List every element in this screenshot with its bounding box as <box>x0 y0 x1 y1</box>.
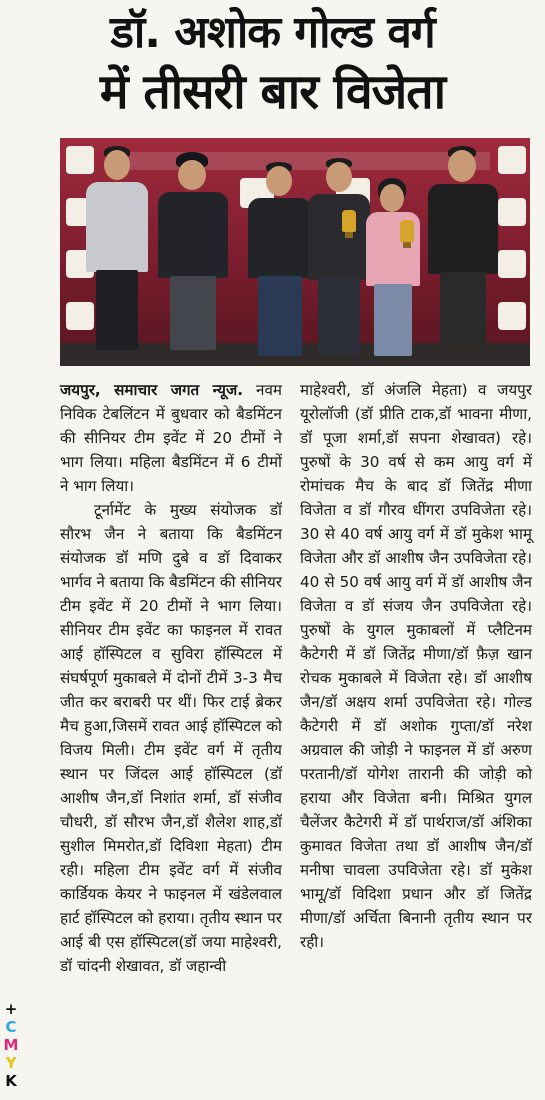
dateline: जयपुर, समाचार जगत न्यूज. <box>60 381 243 399</box>
registration-plus: + <box>4 1000 18 1018</box>
sponsor-logo-icon <box>498 302 526 330</box>
headline-line-1: डॉ. अशोक गोल्ड वर्ग <box>110 7 435 58</box>
article-column-left <box>60 378 282 978</box>
sponsor-logo-icon <box>66 302 94 330</box>
registration-yellow: Y <box>5 1054 17 1072</box>
article-paragraph: नवम निविक टेबलिंटन में बुधवार को बैडमिंटन की सीनियर टीम इवेंट में 20 टीमों ने भाग लिया। महिला बैडमिंटन में 6 टीमों ने भाग लिया। <box>60 381 282 495</box>
sponsor-logo-icon <box>498 146 526 174</box>
headline <box>0 4 545 122</box>
registration-cyan: C <box>5 1018 17 1036</box>
article-paragraph: माहेश्वरी, डॉ अंजलि मेहता) व जयपुर यूरोलॉजी (डॉ प्रीति टाक,डॉ भावना मीणा, डॉ पूजा शर्मा,डॉ सपना शेखावत) रहे। पुरुषों के 30 वर्ष से कम आयु वर्ग में रोमांचक मैच के बाद डॉ जितेंद्र मीणा विजेता व डॉ गौरव धींगरा उपविजेता रहे। 30 से 40 वर्ष आयु वर्ग में डॉ मुकेश भामू विजेता और डॉ आशीष जैन उपविजेता रहे। 40 से 50 वर्ष आयु वर्ग में डॉ आशीष जैन विजेता व डॉ संजय जैन उपविजेता रहे। <box>300 381 532 615</box>
trophy-icon <box>342 210 356 232</box>
article-paragraph: टूर्नामेंट के मुख्य संयोजक डॉ सौरभ जैन ने बताया कि बैडमिंटन संयोजक डॉ मणि दुबे व डॉ दिवाकर भार्गव ने बताया कि बैडमिंटन की सीनियर टीम इवेंट में 20 टीमों ने भाग लिया। सीनियर टीम इवेंट का फाइनल में रावत आई हॉस्पिटल व सुविरा हॉस्पिटल में संघर्षपूर्ण मुकाबले में दोनों टीमें 3-3 मैच जीत कर बराबरी पर थीं। फिर टाई ब्रेकर मैच हुआ,जिसमें रावत आई हॉस्पिटल को विजय मिली। टीम इवेंट वर्ग में तृतीय स्थान पर जिंदल आई हॉस्पिटल (डॉ आशीष जैन,डॉ निशांत शर्मा, डॉ संजीव चौधरी, डॉ सौरभ जैन,डॉ शैलेश शाह,डॉ सुशील मिमरोत,डॉ दिविशा मेहता) टीम रही। महिला टीम इवेंट वर्ग में संजीव कार्डियक केयर ने फाइनल में खंडेलवाल हार्ट हॉस्पिटल को हराया। तृतीय स्थान पर आई बी एस हॉस्पिटल(डॉ जया माहेश्वरी, डॉ चांदनी शेखावत, डॉ जहान्वी <box>60 501 282 975</box>
trophy-icon <box>400 220 414 242</box>
news-photo <box>60 138 530 366</box>
sponsor-logo-icon <box>498 198 526 226</box>
headline-line-2: में तीसरी बार विजेता <box>99 64 446 120</box>
sponsor-logo-icon <box>498 250 526 278</box>
article-column-right <box>300 378 532 954</box>
registration-magenta: M <box>3 1036 19 1054</box>
sponsor-logo-icon <box>66 146 94 174</box>
article-paragraph: पुरुषों के युगल मुकाबलों में प्लैटिनम कैटेगरी में डॉ जितेंद्र मीणा/डॉ फ़ैज़ खान रोचक मुकाबले में विजेता रहे। डॉ आशीष जैन/डॉ अक्षय शर्मा उपविजेता रहे। गोल्ड कैटेगरी में डॉ अशोक गुप्ता/डॉ नरेश अग्रवाल की जोड़ी ने फाइनल में डॉ अरुण परतानी/डॉ योगेश तारानी की जोड़ी को हराया और विजेता बनी। मिश्रित युगल चैलेंजर कैटेगरी में डॉ पार्थराज/डॉ अंशिका कुमावत विजेता तथा डॉ आशीष जैन/डॉ मनीषा चावला उपविजेता रहे। डॉ मुकेश भामू/डॉ विदिशा प्रधान और डॉ जितेंद्र मीणा/डॉ अर्चिता बिनानी तृतीय स्थान पर रही। <box>300 621 532 951</box>
registration-black: K <box>5 1072 17 1090</box>
